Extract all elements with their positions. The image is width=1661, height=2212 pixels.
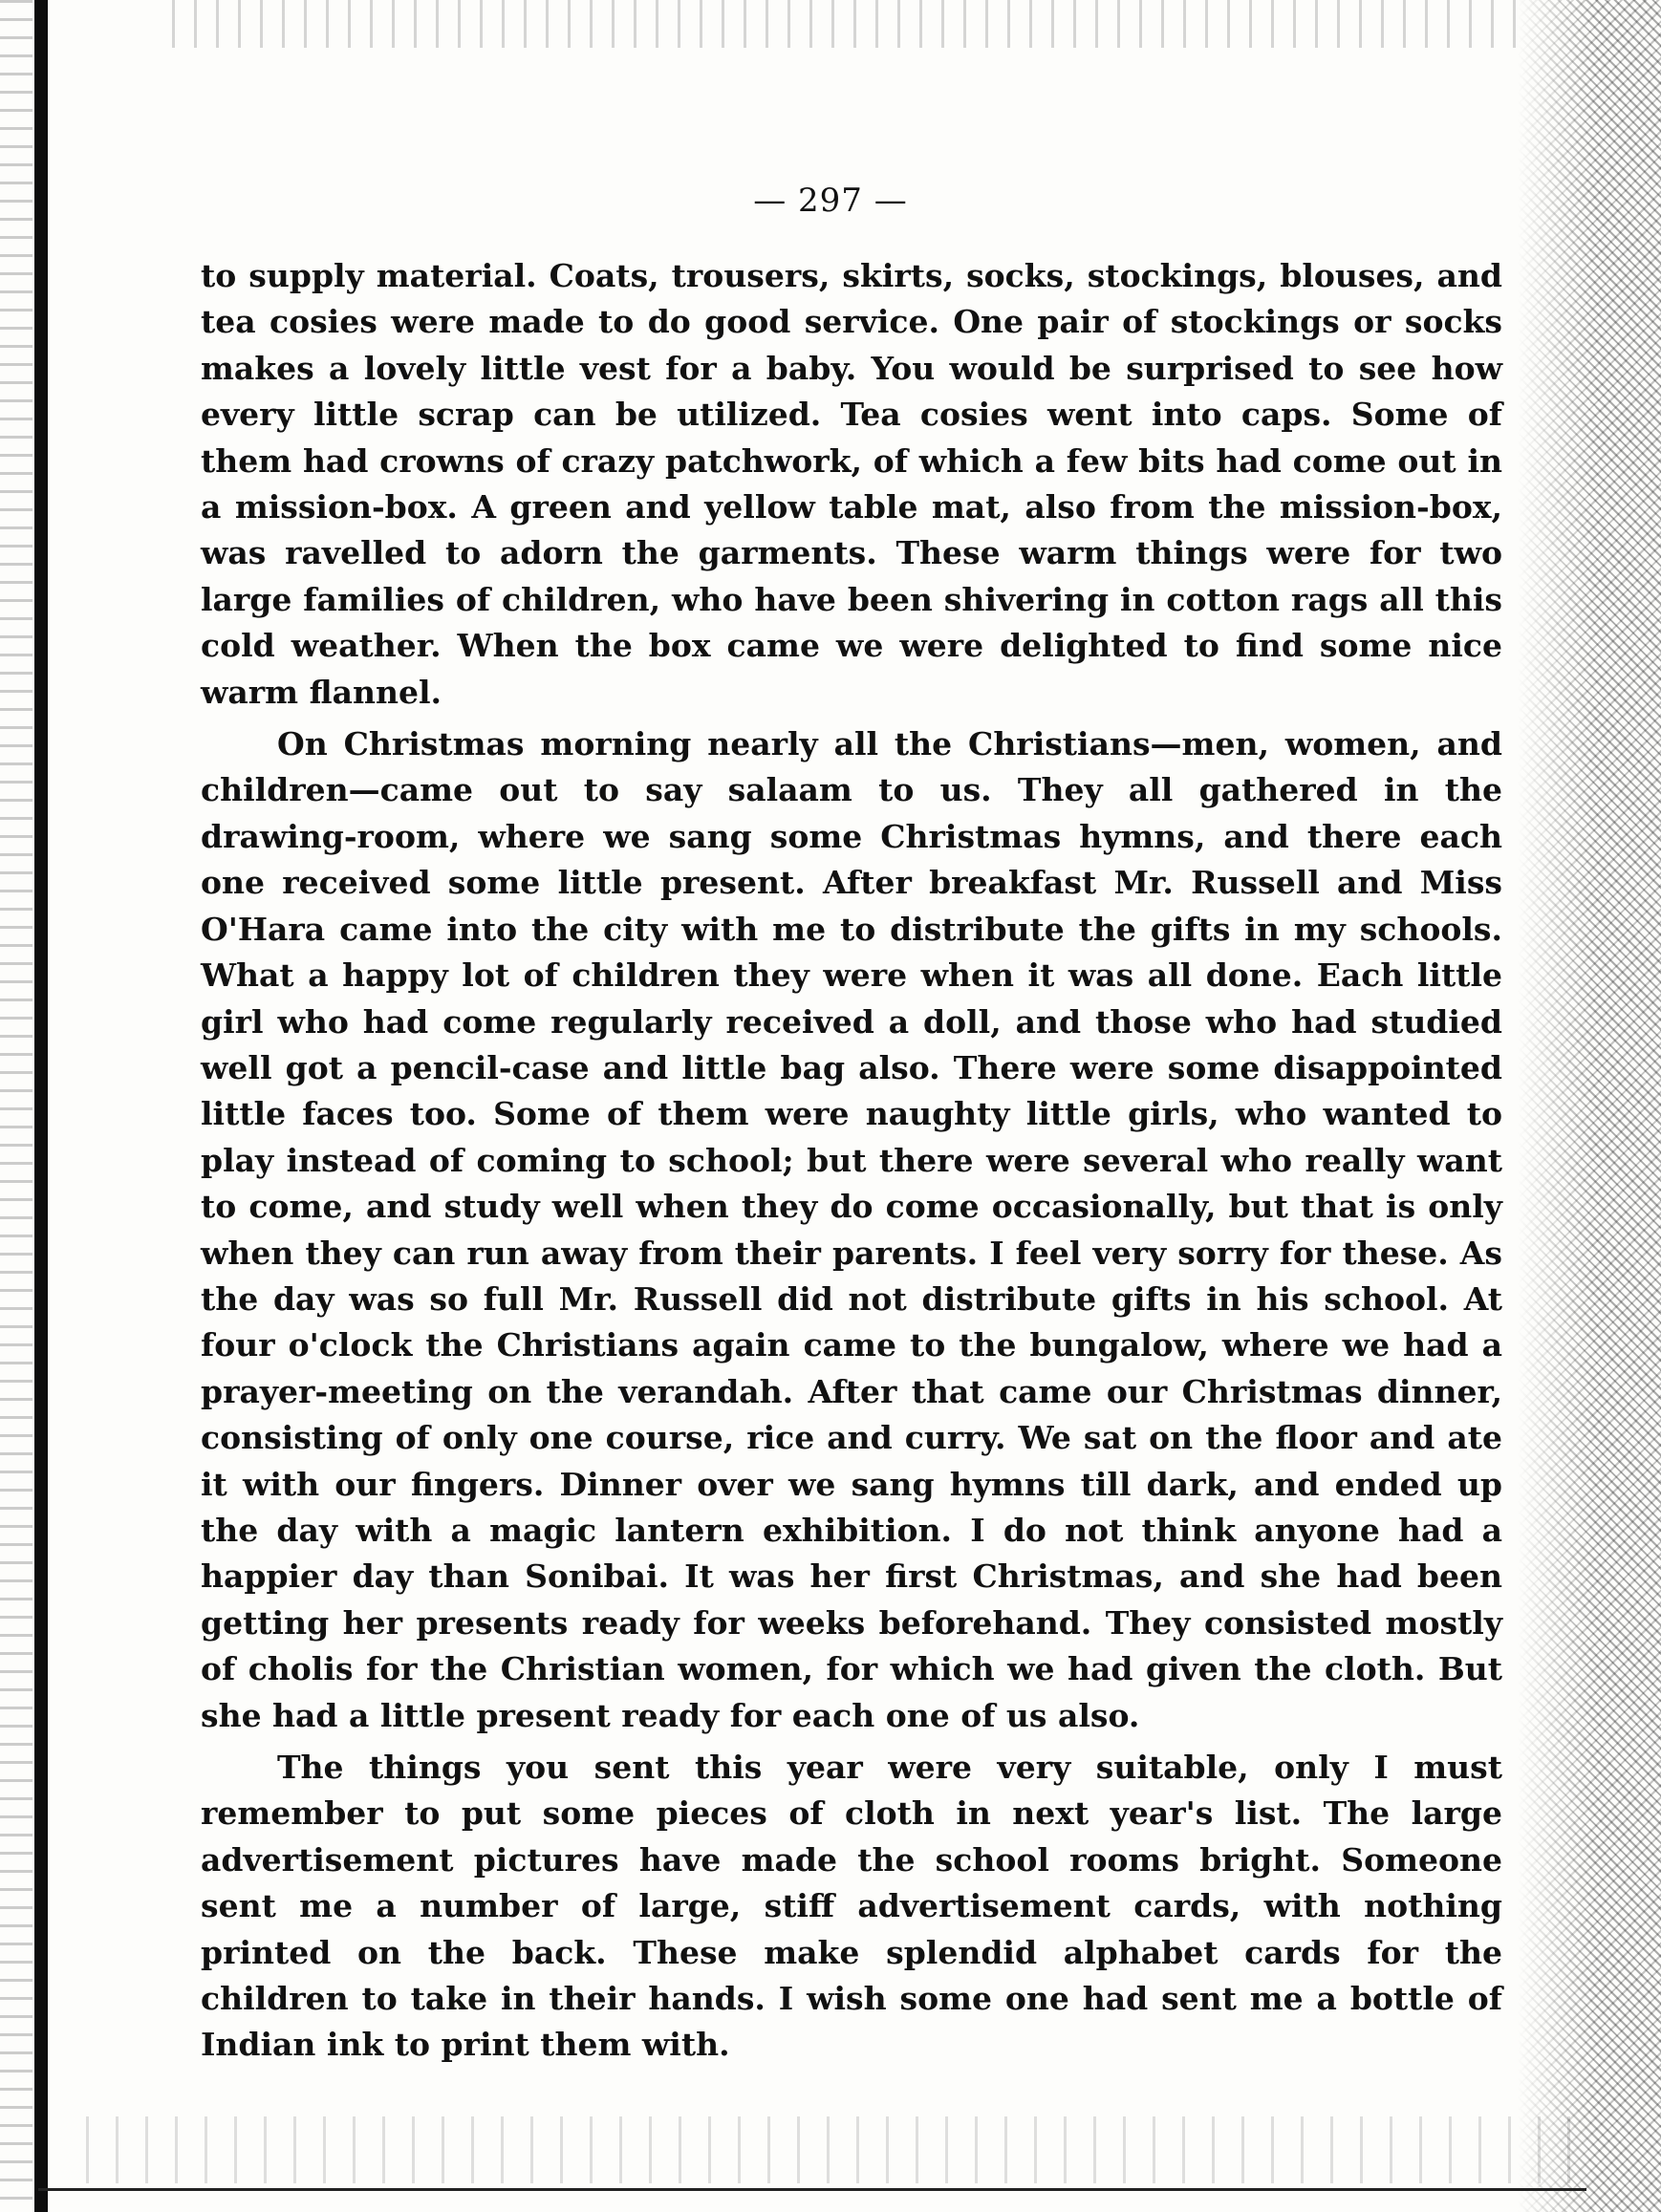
page-bottom-edge <box>38 2188 1586 2191</box>
scan-noise-bottom <box>86 2116 1577 2183</box>
binding-edge <box>34 0 48 2212</box>
paragraph-2: On Christmas morning nearly all the Christians—men, women, and children—came out to say salaam to us. They all gathered in the drawing-room, where we sang some Christmas hymns, and there each one received some little present. After breakfast Mr. Russell and Miss O'Hara came into the city with me to distribute the gifts in my schools. What a happy lot of children they were when it was all done. Each little girl who had come regularly received a doll, and those who had studied well got a pencil-case and little bag also. There were some disappointed little faces too. Some of them were naughty little girls, who wanted to play instead of coming to school; but there were several who really want to come, and study well when they do come occasionally, but that is only when they can run away from their parents. I feel very sorry for these. As the day was so full Mr. Russell did not distribute gifts in his school. At four o'clock the Christians again came to the bungalow, where we had a prayer-meeting on the verandah. After that came our Christmas dinner, consisting of only one course, rice and curry. We sat on the floor and ate it with our fingers. Dinner over we sang hymns till dark, and ended up the day with a magic lantern exhibition. I do not think anyone had a happier day than Sonibai. It was her first Christmas, and she had been getting her presents ready for weeks beforehand. They consisted mostly of cholis for the Christian women, for which we had given the cloth. But she had a little present ready for each one of us also. <box>201 725 1502 1734</box>
binding-shadow <box>0 0 32 2212</box>
scan-noise-top <box>172 0 1529 48</box>
paragraph-3: The things you sent this year were very suitable, only I must remember to put some pieces of cloth in next year's list. The large advertisement pictures have made the school rooms bright. Someone sent me a number of large, stiff advertisement cards, with nothing printed on the back. These make splendid alphabet cards for the children to take in their hands. I wish some one had sent me a bottle of Indian ink to print them with. <box>201 1749 1502 2064</box>
page-number: — 297 — <box>753 182 908 220</box>
body-text <box>201 253 1502 2069</box>
scan-noise-right <box>1518 0 1661 2212</box>
paragraph-1: to supply material. Coats, trousers, skirts, socks, stockings, blouses, and tea cosies were made to do good service. One pair of stockings or socks makes a lovely little vest for a baby. You would be surprised to see how every little scrap can be utilized. Tea cosies went into caps. Some of them had crowns of crazy patchwork, of which a few bits had come out in a mission-box. A green and yellow table mat, also from the mission-box, was ravelled to adorn the garments. These warm things were for two large families of children, who have been shivering in cotton rags all this cold weather. When the box came we were delighted to find some nice warm flannel. <box>201 257 1502 711</box>
